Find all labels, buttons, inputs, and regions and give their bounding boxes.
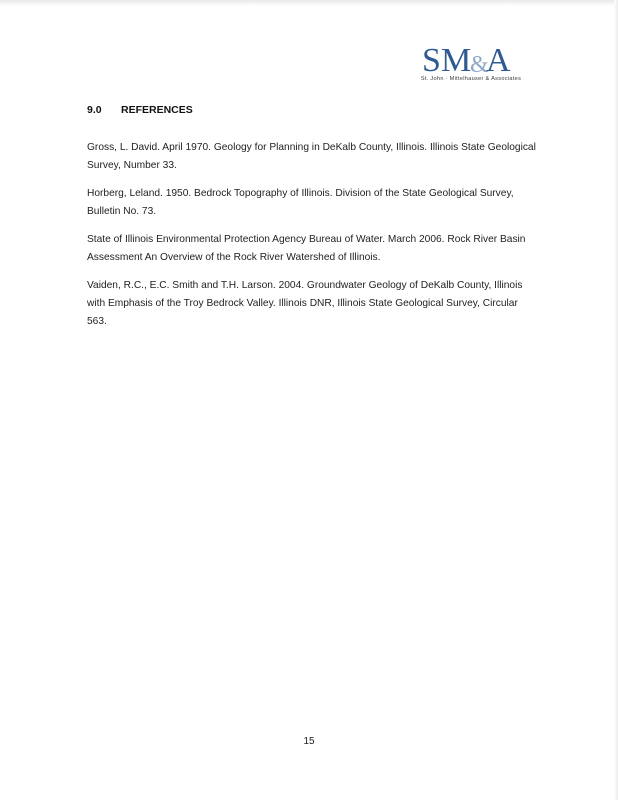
reference-entry: Vaiden, R.C., E.C. Smith and T.H. Larson. 2004. Groundwater Geology of DeKalb County, Illinois with Emphasis of the Troy Bedrock Valley. Illinois DNR, Illinois State Geological Survey, Circular 563. xyxy=(87,280,523,327)
svg-text:M: M xyxy=(441,42,472,76)
scan-edge-top xyxy=(0,0,618,6)
section-title: REFERENCES xyxy=(121,104,193,116)
page-number: 15 xyxy=(303,736,315,747)
company-logo xyxy=(386,40,556,88)
svg-text:A: A xyxy=(486,42,511,76)
references-list xyxy=(87,139,537,341)
svg-text:&: & xyxy=(470,52,489,76)
scan-edge-right xyxy=(614,0,618,800)
reference-entry: Gross, L. David. April 1970. Geology for Planning in DeKalb County, Illinois. Illinois State Geological Survey, Number 33. xyxy=(87,142,536,171)
section-heading xyxy=(87,104,193,116)
reference-entry: State of Illinois Environmental Protection Agency Bureau of Water. March 2006. Rock River Basin Assessment An Overview of the Rock River Watershed of Illinois. xyxy=(87,234,526,263)
sma-logo-mark xyxy=(420,40,520,76)
section-number: 9.0 xyxy=(87,104,102,116)
reference-entry: Horberg, Leland. 1950. Bedrock Topography of Illinois. Division of the State Geological Survey, Bulletin No. 73. xyxy=(87,188,514,217)
logo-tagline: St. John · Mittelhauser & Associates xyxy=(420,76,522,82)
svg-text:S: S xyxy=(422,42,441,76)
